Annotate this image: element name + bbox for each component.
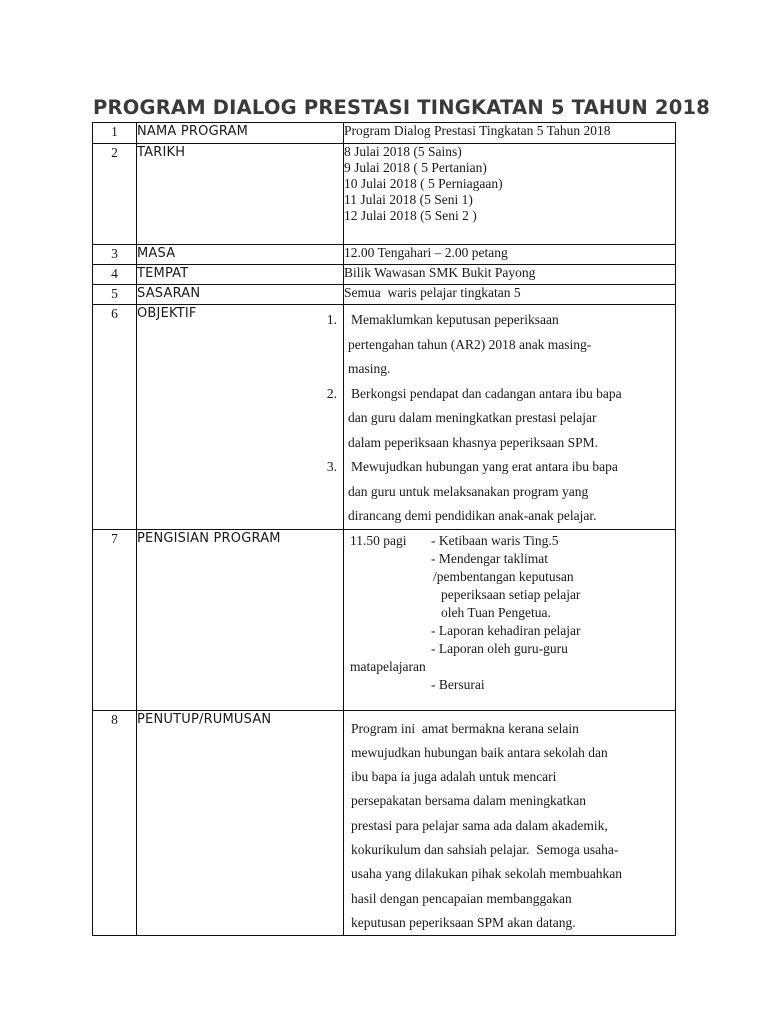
document-title: PROGRAM DIALOG PRESTASI TINGKATAN 5 TAHUN 2018 (93, 96, 710, 119)
objective-item (326, 455, 675, 529)
summary-line: prestasi para pelajar sama ada dalam akademik, (351, 817, 608, 833)
row-number: 8 (93, 710, 137, 936)
date-line: 12 Julai 2018 (5 Seni 2 ) (344, 208, 477, 223)
summary-line: usaha yang dilakukan pihak sekolah membuahkan (351, 866, 623, 882)
summary-text (344, 710, 676, 936)
row-number: 4 (93, 265, 137, 285)
summary-line: ibu bapa ia juga adalah untuk mencari (351, 769, 557, 785)
objective-line: masing. (348, 361, 391, 376)
agenda-line: - Laporan oleh guru-guru (431, 640, 568, 656)
row-label: NAMA PROGRAM (137, 123, 344, 144)
summary-line: mewujudkan hubungan baik antara sekolah dan (351, 744, 608, 760)
table-row-objektif (93, 305, 676, 530)
date-line: 10 Julai 2018 ( 5 Perniagaan) (344, 176, 503, 191)
summary-line: Program ini amat bermakna kerana selain (351, 720, 579, 736)
table-row-masa (93, 245, 676, 265)
row-number: 5 (93, 285, 137, 305)
date-line: 8 Julai 2018 (5 Sains) (344, 144, 462, 159)
summary-line: persepakatan bersama dalam meningkatkan (351, 793, 587, 809)
objective-item (326, 308, 675, 382)
objective-line: dalam peperiksaan khasnya peperiksaan SPM. (348, 434, 599, 450)
agenda-line: - Bersurai (431, 676, 485, 692)
objective-line: Berkongsi pendapat dan cadangan antara ibu bapa (351, 385, 622, 401)
objective-line: dan guru dalam meningkatkan prestasi pelajar (348, 410, 597, 425)
summary-line: hasil dengan pencapaian membanggakan (351, 890, 572, 906)
row-value: Bilik Wawasan SMK Bukit Payong (344, 265, 676, 285)
date-line: 9 Julai 2018 ( 5 Pertanian) (344, 160, 487, 175)
objective-list (326, 305, 676, 530)
objective-line: Memaklumkan keputusan peperiksaan (351, 312, 559, 327)
date-line: 11 Julai 2018 (5 Seni 1) (344, 192, 473, 207)
row-value: Program Dialog Prestasi Tingkatan 5 Tahun 2018 (344, 123, 676, 144)
table-row-penutup-rumusan (93, 710, 676, 936)
row-label: PENUTUP/RUMUSAN (137, 710, 344, 936)
objective-line: dirancang demi pendidikan anak-anak pelajar. (348, 508, 597, 523)
agenda-time: 11.50 pagi (350, 532, 407, 548)
agenda-line: peperiksaan setiap pelajar (441, 586, 581, 602)
row-label: SASARAN (137, 285, 344, 305)
table-row-sasaran (93, 285, 676, 305)
agenda-line: matapelajaran (350, 658, 426, 674)
objective-number: 1. (326, 312, 337, 327)
row-number: 2 (93, 144, 137, 245)
agenda (344, 529, 676, 710)
program-table (92, 122, 676, 936)
row-label: TARIKH (137, 144, 344, 245)
agenda-line: - Mendengar taklimat (431, 550, 548, 566)
table-row-tempat (93, 265, 676, 285)
summary-line: keputusan peperiksaan SPM akan datang. (351, 914, 576, 930)
row-label: MASA (137, 245, 344, 265)
date-list (344, 144, 676, 245)
row-value: Semua waris pelajar tingkatan 5 (344, 285, 676, 305)
table-row-nama-program (93, 123, 676, 144)
objective-item (326, 382, 675, 456)
row-number: 3 (93, 245, 137, 265)
row-number: 6 (93, 305, 137, 530)
table-row-pengisian-program (93, 529, 676, 710)
objective-line: Mewujudkan hubungan yang erat antara ibu bapa (351, 459, 618, 474)
agenda-line: /pembentangan keputusan (433, 568, 574, 584)
row-label: OBJEKTIF (137, 305, 344, 530)
agenda-line: oleh Tuan Pengetua. (441, 604, 551, 620)
row-label: PENGISIAN PROGRAM (137, 529, 344, 710)
row-value: 12.00 Tengahari – 2.00 petang (344, 245, 676, 265)
table-row-tarikh (93, 144, 676, 245)
objective-number: 3. (326, 459, 337, 474)
agenda-line: - Laporan kehadiran pelajar (431, 622, 581, 638)
summary-line: kokurikulum dan sahsiah pelajar. Semoga usaha- (351, 841, 619, 857)
row-number: 7 (93, 529, 137, 710)
agenda-line: - Ketibaan waris Ting.5 (431, 532, 559, 548)
objective-line: dan guru untuk melaksanakan program yang (348, 483, 589, 499)
row-number: 1 (93, 123, 137, 144)
row-label: TEMPAT (137, 265, 344, 285)
objective-number: 2. (326, 385, 337, 401)
objective-line: pertengahan tahun (AR2) 2018 anak masing- (348, 336, 592, 352)
